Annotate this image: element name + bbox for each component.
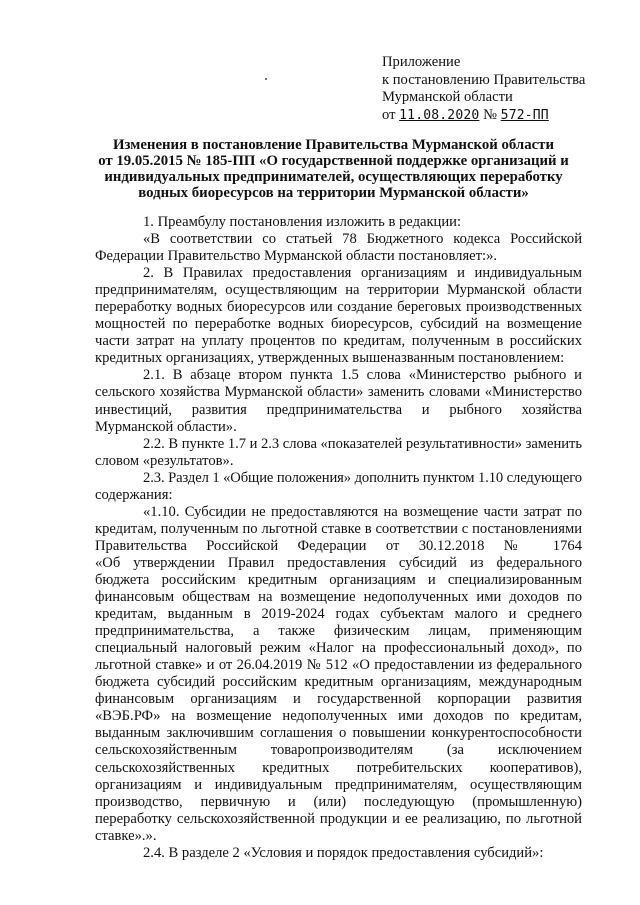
title-line: от 19.05.2015 № 185-ПП «О государственной поддержке организаций и bbox=[98, 153, 569, 169]
body-line: выданным заключившим соглашения о повышении конкурентоспособности bbox=[95, 725, 582, 742]
body-line: инвестиций, развития предпринимательства и рыбного хозяйства bbox=[95, 401, 582, 418]
body-line: Федерации Правительство Мурманской области постановляет:». bbox=[95, 248, 498, 265]
body-line: кредитам, выданным в 2019-2024 годах субъектам малого и среднего bbox=[95, 606, 582, 623]
body-line: предпринимателям, осуществляющим на территории Мурманской области bbox=[95, 282, 582, 299]
body-line: «1.10. Субсидии не предоставляются на возмещение части затрат по bbox=[143, 503, 582, 520]
body-line: 2.3. Раздел 1 «Общие положения» дополнить пунктом 1.10 следующего bbox=[143, 469, 582, 486]
title-line: водных биоресурсов на территории Мурманской области» bbox=[138, 185, 529, 201]
body-line: переработку водных биоресурсов или создание береговых производственных bbox=[95, 299, 582, 316]
document-title bbox=[96, 137, 571, 201]
number-prefix: № bbox=[483, 106, 498, 123]
body-line: 1. Преамбулу постановления изложить в редакции: bbox=[143, 214, 462, 230]
body-line: 2. В Правилах предоставления организациям и индивидуальным bbox=[143, 265, 582, 282]
body-line: «ВЭБ.РФ» на возмещение недополученных ими доходов по кредитам, bbox=[95, 708, 582, 725]
body-line: 2.1. В абзаце втором пункта 1.5 слова «Министерство рыбного и bbox=[143, 367, 582, 384]
body-line: льготной ставке» и от 26.04.2019 № 512 «О предоставлении из федерального bbox=[95, 657, 582, 674]
appendix-date-line bbox=[382, 107, 585, 125]
body-line: специальный налоговый режим «Налог на профессиональный доход», по bbox=[95, 640, 582, 657]
body-line: бюджета российским кредитным организациям и специализированным bbox=[95, 571, 582, 588]
document-number: 572-ПП bbox=[500, 107, 549, 123]
body-line: 2.4. В разделе 2 «Условия и порядок предоставления субсидий»: bbox=[143, 844, 544, 861]
body-line: ставке».». bbox=[95, 827, 157, 844]
body-line: кредитам, полученным по льготной ставке в соответствии с постановлениями bbox=[95, 520, 582, 537]
scan-speck bbox=[265, 78, 267, 80]
title-line: индивидуальных предпринимателей, осуществляющих переработку bbox=[104, 169, 563, 185]
body-line: сельского хозяйства Мурманской области» заменить словами «Министерство bbox=[95, 384, 582, 401]
body-line: «В соответствии со статьей 78 Бюджетного кодекса Российской bbox=[143, 231, 582, 248]
document-body bbox=[95, 214, 582, 862]
appendix-line-1: Приложение bbox=[382, 54, 461, 70]
body-line: переработку сельскохозяйственной продукции и ее реализацию, по льготной bbox=[95, 810, 582, 827]
body-line: предпринимательства, а также физическим лицам, применяющим bbox=[95, 623, 582, 640]
date-prefix: от bbox=[382, 106, 396, 123]
body-line: финансовым обществам на возмещение недополученных ими доходов по bbox=[95, 589, 582, 606]
appendix-line-3: Мурманской области bbox=[382, 89, 513, 105]
body-line: мощностей по переработке водных биоресурсов, субсидий на возмещение bbox=[95, 316, 582, 333]
body-line: бюджета субсидий российским кредитным организациям, международным bbox=[95, 674, 582, 691]
body-line: кредитных организациях, утвержденных вышеназванным постановлением: bbox=[95, 350, 565, 367]
body-line: содержания: bbox=[95, 486, 173, 503]
body-line: «Об утверждении Правил предоставления субсидий из федерального bbox=[95, 554, 582, 571]
appendix-block bbox=[382, 54, 585, 124]
body-line: Правительства Российской Федерации от 30.12.2018 № 1764 bbox=[95, 537, 582, 554]
body-line: сельскохозяйственных кредитных потребительских кооперативов), bbox=[95, 759, 582, 776]
document-date: 11.08.2020 bbox=[399, 107, 480, 123]
appendix-line-2: к постановлению Правительства bbox=[382, 71, 586, 88]
body-line: Мурманской области». bbox=[95, 418, 237, 435]
body-line: сельскохозяйственным товаропроизводителям (за исключением bbox=[95, 742, 582, 759]
body-line: организациям и индивидуальным предпринимателям, осуществляющим bbox=[95, 776, 582, 793]
body-line: финансовым организациям и государственной корпорации развития bbox=[95, 691, 582, 708]
body-line: словом «результатов». bbox=[95, 452, 234, 469]
body-line: производство, первичную и (или) последующую (промышленную) bbox=[95, 793, 582, 810]
body-line: части затрат на уплату процентов по кредитам, полученным в российских bbox=[95, 333, 582, 350]
title-line: Изменения в постановление Правительства Мурманской области bbox=[113, 137, 554, 153]
body-line: 2.2. В пункте 1.7 и 2.3 слова «показателей результативности» заменить bbox=[143, 435, 582, 452]
